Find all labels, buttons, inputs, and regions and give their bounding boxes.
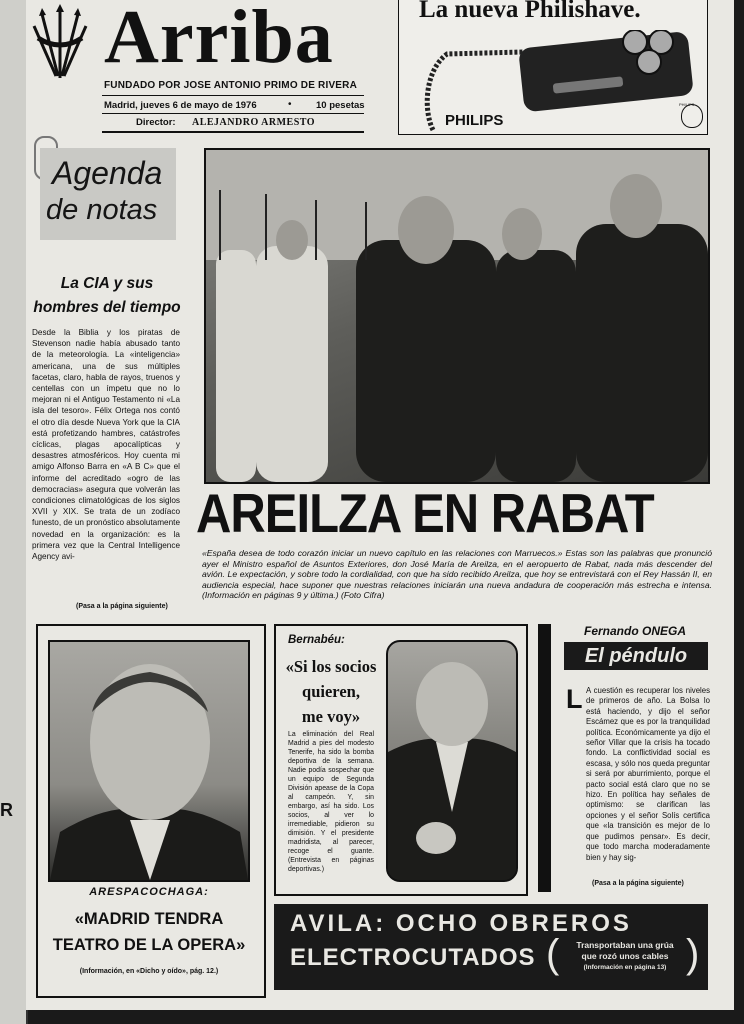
agenda-headline-line2: hombres del tiempo: [33, 299, 181, 316]
avila-note-line3: (Información en página 13): [583, 964, 667, 971]
page-spine: [0, 0, 28, 1024]
pendulo-column-rule: [538, 624, 551, 892]
agenda-body: Desde la Biblia y los piratas de Stevenson nadie había abusado tanto de la meteorología. La «inteligencia» americana, una de sus múltiples facetas, claro, habla de rayos, truenos y centellas con un ímpetu que no lo mejoran ni el Antiguo Testamento ni «La isla del tesoro». Félix Ortega nos contó el otro día desde Nueva York que la CIA está profetizando hambres, catástrofes cíclicas, plagas apocalípticas y desastres atmosféricos. Hoy cuenta mi amigo Alfonso Barra en «A B C» que el informe del acreditado «ogro de las democracias» asegura que volverán las condiciones climatológicas de los siglos XVII y XIX. Se trata de un zodíaco funesto, de un pronóstico absolutamente novedad en la organización: es la primera vez que la Central Intelligence Agency avi-: [32, 328, 180, 562]
arespacochaga-name: ARESPACOCHAGA:: [89, 886, 209, 898]
avila-note-line2: que rozó unos cables: [581, 951, 669, 961]
pendulo-section: El péndulo: [564, 642, 708, 670]
masthead-price: 10 pesetas: [316, 100, 365, 111]
agenda-title-line2: de notas: [46, 194, 158, 226]
bernabeu-kicker: Bernabéu:: [288, 634, 345, 646]
philips-ad: [398, 0, 708, 135]
pendulo-author: Fernando ONEGA: [584, 624, 687, 638]
masthead-bullet: •: [288, 99, 292, 110]
bernabeu-quote: [280, 654, 382, 729]
yoke-and-arrows-emblem: [32, 4, 88, 82]
avila-paren-open: (: [546, 932, 560, 976]
avila-line1: AVILA: OCHO OBREROS: [290, 910, 632, 937]
agenda-title-line1: Agenda: [52, 155, 163, 191]
avila-paren-close: ): [686, 932, 700, 976]
masthead-founded: FUNDADO POR JOSE ANTONIO PRIMO DE RIVERA: [104, 80, 358, 91]
agenda-continued: (Pasa a la página siguiente): [76, 603, 168, 610]
philips-shield-icon: [681, 104, 703, 128]
avila-banner: [274, 904, 708, 990]
bernabeu-quote-line3: me voy»: [301, 707, 361, 726]
arespacochaga-headline-line2: TEATRO DE LA OPERA»: [52, 936, 246, 954]
arespacochaga-headline-line1: «MADRID TENDRA: [74, 910, 224, 928]
avila-note: [564, 940, 686, 973]
spine-mark: R: [0, 800, 13, 820]
arespacochaga-headline: [36, 906, 262, 958]
agenda-headline: [28, 272, 186, 320]
ad-small-logo: PHILIPS: [679, 102, 695, 107]
bernabeu-portrait: [386, 640, 518, 882]
bernabeu-body: La eliminación del Real Madrid a pies del modesto Tenerife, ha sido la bomba deportiva de la semana. Nadie podía sospechar que un equipo de Segunda División apease de la Copa al campeón. Y, sin embargo, así ha sido. Los socios, al ver lo irremediable, pidieron su dimisión. Y el presidente madridista, al parecer, recoge el guante. (Entrevista en páginas deportivas.): [288, 731, 374, 873]
pendulo-continued: (Pasa a la página siguiente): [592, 880, 684, 887]
ad-headline: La nueva Philishave.: [419, 0, 641, 23]
bernabeu-quote-line1: «Si los socios: [285, 657, 377, 676]
lead-headline: AREILZA EN RABAT: [196, 483, 654, 545]
agenda-logo: [40, 148, 176, 240]
pendulo-dropcap: L: [566, 684, 583, 714]
areilza-arrival-photo: [204, 148, 710, 484]
masthead-director-label: Director:: [136, 117, 176, 128]
newspaper-page: [26, 0, 734, 1010]
agenda-headline-line1: La CIA y sus: [60, 275, 154, 292]
masthead-dateline: Madrid, jueves 6 de mayo de 1976: [104, 100, 257, 111]
bernabeu-quote-line2: quieren,: [302, 682, 360, 701]
ad-brand: PHILIPS: [445, 112, 504, 129]
avila-note-line1: Transportaban una grúa: [576, 940, 674, 950]
masthead-title: Arriba: [104, 0, 334, 79]
arespacochaga-ref: (Información, en «Dicho y oído», pág. 12.): [79, 968, 219, 975]
arespacochaga-portrait: [48, 640, 250, 882]
avila-line2: ELECTROCUTADOS: [290, 944, 536, 971]
lead-caption: «España desea de todo corazón iniciar un nuevo capítulo en las relaciones con Marruecos.» Estas son las palabras que pronunció ayer el Ministro español de Asuntos Exteriores, don José María de Areilza, en el aeropuerto de Rabat, nada más descender del avión. Le expectación, y sobre todo la cordialidad, con que ha sido recibido Areilza, que hoy se entrevistará con el Rey Hassán II, en audiencia especial, hace suponer que nuestras relaciones iniciarán una nueva andadura de cooperación más estrecha e intensa. (Información en páginas 9 y última.) (Foto Cifra): [202, 548, 712, 601]
pendulo-body: A cuestión es recuperar los niveles de primeros de año. La Bolsa lo está haciendo, y dijo el señor Escámez que es por la tranquilidad política. Económicamente ya dijo el señor Villar que la crisis ha tocado fondo. La conflictividad social es escasa, y sólo nos queda preguntar si será por aburrimiento, porque el pacto social está claro que no se hizo. En política hay señales de optimismo: se clarifican las opciones y el señor Solís certifica que «la transición es mejor de lo que pudimos pensar». Es decir, que todo marcha moderadamente bien y hay sig-: [586, 686, 710, 862]
masthead-director-name: ALEJANDRO ARMESTO: [192, 117, 316, 128]
